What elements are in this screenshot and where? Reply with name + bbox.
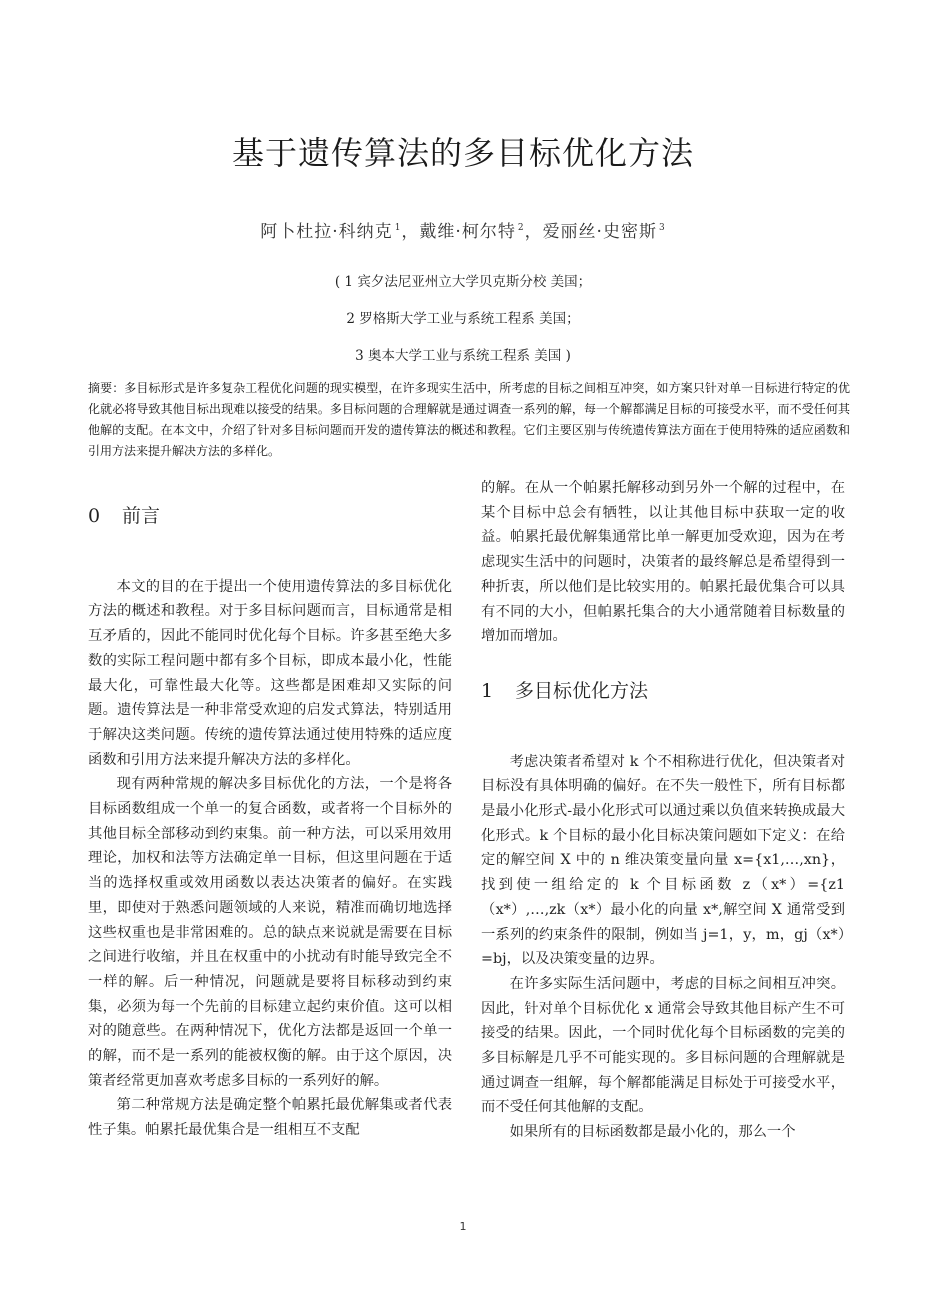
affiliation-line: 3 奥本大学工业与系统工程系 美国 ) — [355, 348, 571, 364]
body-paragraph: 第二种常规方法是确定整个帕累托最优解集或者代表性子集。帕累托最优集合是一组相互不支配 — [88, 1097, 452, 1139]
author-line — [0, 217, 926, 242]
body-paragraph: 如果所有的目标函数都是最小化的，那么一个 — [509, 1124, 796, 1141]
body-paragraph: 考虑决策者希望对 k 个不相称进行优化，但决策者对目标没有具体明确的偏好。在不失一般性下，所有目标都是最小化形式-最小化形式可以通过乘以负值来转换成最大化形式。k 个目标的最小化目标决策问题如下定义：在给定的解空间 X 中的 n 维决策变量向量 x={x1,…,xn}，找到使一组给定的 k 个目标函数 z（x*）={z1（x*）,…,zk（x*）最小化的向量 x*,解空间 X 通常受到一系列的约束条件的限制，例如当 j=1，y，m，gj（x*）=bj，以及决策变量的边界。 — [481, 753, 845, 968]
section-heading — [88, 504, 452, 529]
body-paragraph: 现有两种常规的解决多目标优化的方法，一个是将各目标函数组成一个单一的复合函数，或者将一个目标外的其他目标全部移动到约束集。前一种方法，可以采用效用理论，加权和法等方法确定单一目标，但这里问题在于适当的选择权重或效用函数以表达决策者的偏好。在实践里，即使对于熟悉问题领域的人来说，精准而确切地选择这些权重也是非常困难的。总的缺点来说就是需要在目标之间进行收缩，并且在权重中的小扰动有时能导致完全不一样的解。后一种情况，问题就是要将目标移动到约束集，必须为每一个先前的目标建立起约束价值。这可以相对的随意些。在两种情况下，优化方法都是返回一个单一的解，而不是一系列的能被权衡的解。由于这个原因，决策者经常更加喜欢考虑多目标的一系列好的解。 — [88, 776, 452, 1089]
author-affiliation-mark: 3 — [658, 223, 666, 234]
author-name: 阿卜杜拉·科纳克 — [260, 222, 393, 242]
section-heading — [481, 679, 845, 704]
abstract: 摘要：多目标形式是许多复杂工程优化问题的现实模型，在许多现实生活中，所考虑的目标之间相互冲突，如方案只针对单一目标进行特定的优化就必将导致其他目标出现难以接受的结果。多目标问题的合理解就是通过调查一系列的解，每一个解都满足目标的可接受水平，而不受任何其他解的支配。在本文中，介绍了针对多目标问题而开发的遗传算法的概述和教程。它们主要区别与传统遗传算法方面在于使用特殊的适应函数和引用方法来提升解决方法的多样化。 — [88, 381, 850, 458]
author-separator: ， — [524, 222, 543, 242]
section-number: 1 — [481, 679, 494, 702]
affiliation-line: ( 1 宾夕法尼亚州立大学贝克斯分校 美国； — [334, 274, 592, 290]
author-separator: ， — [401, 222, 420, 242]
section-title: 多目标优化方法 — [515, 679, 649, 702]
affiliation-line: 2 罗格斯大学工业与系统工程系 美国； — [346, 311, 580, 327]
body-paragraph-continued: 的解。在从一个帕累托解移动到另外一个解的过程中，在某个目标中总会有牺牲，以让其他目标中获取一定的收益。帕累托最优解集通常比单一解更加受欢迎，因为在考虑现实生活中的问题时，决策者的最终解总是希望得到一种折衷，所以他们是比较实用的。帕累托最优集合可以具有不同的大小，但帕累托集合的大小通常随着目标数量的增加而增加。 — [481, 480, 845, 645]
page-number: 1 — [459, 1220, 467, 1233]
author-name: 爱丽丝·史密斯 — [542, 222, 657, 242]
paper-title: 基于遗传算法的多目标优化方法 — [231, 134, 694, 172]
left-column — [88, 476, 452, 1143]
section-number: 0 — [88, 505, 101, 527]
right-column — [481, 476, 845, 1145]
author-name: 戴维·柯尔特 — [419, 222, 516, 242]
body-paragraph: 在许多实际生活问题中，考虑的目标之间相互冲突。因此，针对单个目标优化 x 通常会导致其他目标产生不可接受的结果。因此，一个同时优化每个目标函数的完美的多目标解是几乎不可能实现的。多目标问题的合理解就是通过调查一组解，每个解都能满足目标处于可接受水平，而不受任何其他解的支配。 — [481, 975, 845, 1116]
author-affiliation-mark: 1 — [394, 223, 402, 234]
body-paragraph: 本文的目的在于提出一个使用遗传算法的多目标优化方法的概述和教程。对于多目标问题而言，目标通常是相互矛盾的，因此不能同时优化每个目标。许多甚至绝大多数的实际工程问题中都有多个目标，即成本最小化，性能最大化，可靠性最大化等。这些都是困难却又实际的问题。遗传算法是一种非常受欢迎的启发式算法，特别适用于解决这类问题。传统的遗传算法通过使用特殊的适应度函数和引用方法来提升解决方法的多样化。 — [88, 578, 452, 768]
section-title: 前言 — [122, 505, 161, 527]
author-affiliation-mark: 2 — [517, 223, 525, 234]
